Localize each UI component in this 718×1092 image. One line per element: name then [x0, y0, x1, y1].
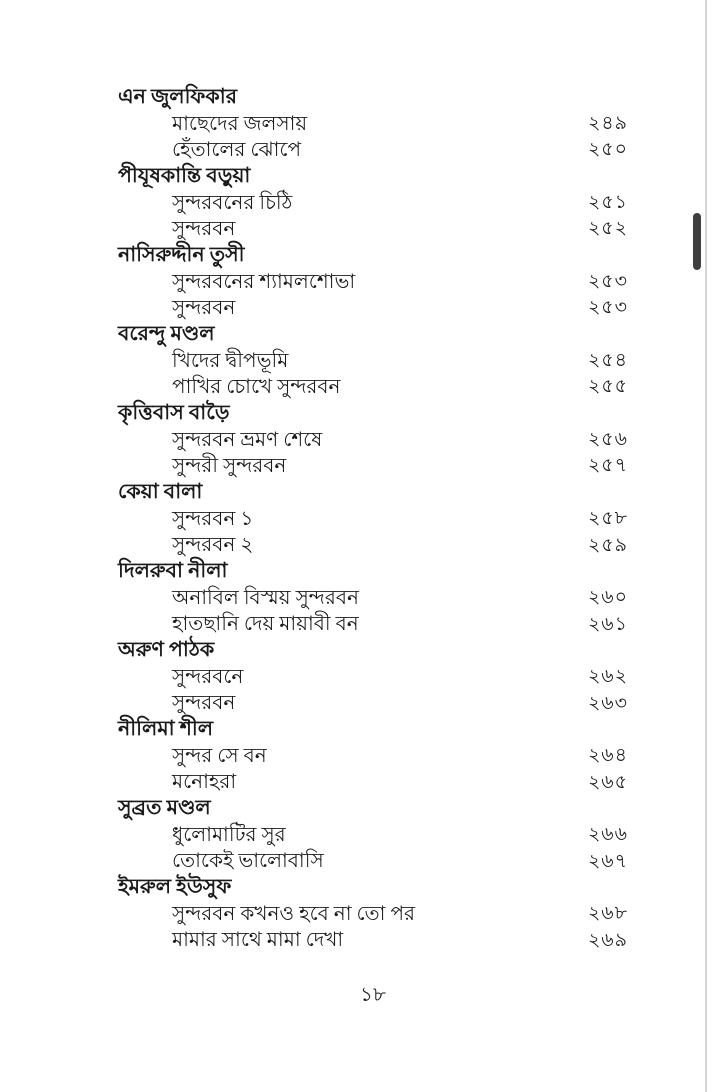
toc-entry: [118, 216, 628, 242]
work-page-number: ২৫৯: [587, 534, 628, 556]
work-page-number: ২৫১: [587, 192, 628, 214]
work-title: সুন্দরবন ১: [172, 507, 254, 530]
work-title: খিদের দ্বীপভূমি: [172, 349, 289, 372]
work-page-number: ২৫৭: [587, 455, 628, 477]
author-heading: সুব্রত মণ্ডল: [118, 797, 211, 820]
work-title: সুন্দরবন: [172, 692, 236, 715]
work-title: সুন্দরবন ২: [172, 534, 254, 557]
work-title: সুন্দরবনের শ্যামলশোভা: [172, 270, 356, 293]
work-page-number: ২৬৩: [587, 692, 628, 714]
toc-entry: [118, 347, 628, 373]
toc-entry: [118, 189, 628, 215]
scrollbar-thumb[interactable]: [693, 213, 701, 270]
work-page-number: ২৬০: [587, 587, 628, 609]
work-title: হাতছানি দেয় মায়াবী বন: [172, 613, 359, 636]
work-page-number: ২৫৩: [587, 297, 628, 319]
toc-entry: [118, 743, 628, 769]
toc-entry: [118, 453, 628, 479]
author-heading: এন জুলফিকার: [118, 85, 237, 108]
work-title: সুন্দরী সুন্দরবন: [172, 454, 287, 477]
toc-entry: [118, 901, 628, 927]
toc-entry: [118, 611, 628, 637]
author-heading: পীযূষকান্তি বড়ুয়া: [118, 164, 251, 187]
work-title: সুন্দরবন ভ্রমণ শেষে: [172, 428, 323, 451]
work-page-number: ২৬২: [587, 666, 628, 688]
work-title: মামার সাথে মামা দেখা: [172, 929, 344, 952]
work-page-number: ২৪৯: [587, 113, 628, 135]
work-page-number: ২৬৭: [587, 850, 628, 872]
toc-entry: [118, 295, 628, 321]
toc-entry: [118, 426, 628, 452]
footer-page-number: ১৮: [360, 984, 386, 1006]
toc-list: [118, 84, 628, 953]
work-page-number: ২৫৪: [587, 350, 628, 372]
toc-entry: [118, 137, 628, 163]
toc-entry: [118, 532, 628, 558]
author-heading: নাসিরুদ্দীন তুসী: [118, 243, 245, 266]
work-title: সুন্দরবন: [172, 217, 236, 240]
work-page-number: ২৬৬: [587, 824, 628, 846]
toc-entry: [118, 664, 628, 690]
author-heading: কেয়া বালা: [118, 481, 203, 504]
toc-entry: [118, 374, 628, 400]
author-heading: অরুণ পাঠক: [118, 639, 215, 662]
toc-entry: [118, 927, 628, 953]
toc-entry: [118, 822, 628, 848]
author-heading: নীলিমা শীল: [118, 718, 213, 741]
author-heading: দিলরুবা নীলা: [118, 560, 228, 583]
work-title: সুন্দরবনের চিঠি: [172, 191, 293, 214]
work-title: মাছেদের জলসায়: [172, 112, 308, 135]
work-page-number: ২৬৫: [587, 771, 628, 793]
work-title: সুন্দর সে বন: [172, 744, 267, 767]
toc-entry: [118, 690, 628, 716]
work-page-number: ২৫৩: [587, 271, 628, 293]
work-page-number: ২৫২: [587, 218, 628, 240]
scrollbar-track[interactable]: [705, 0, 707, 1092]
work-page-number: ২৬৮: [587, 903, 628, 925]
work-page-number: ২৬১: [587, 613, 628, 635]
work-title: সুন্দরবনে: [172, 665, 244, 688]
work-page-number: ২৫৮: [587, 508, 628, 530]
toc-entry: [118, 110, 628, 136]
work-page-number: ২৬৪: [587, 745, 628, 767]
work-title: অনাবিল বিস্ময় সুন্দরবন: [172, 586, 359, 609]
work-title: হেঁতালের ঝোপে: [172, 138, 302, 161]
toc-entry: [118, 848, 628, 874]
toc-entry: [118, 506, 628, 532]
toc-entry: [118, 585, 628, 611]
work-page-number: ২৫৬: [587, 429, 628, 451]
work-title: পাখির চোখে সুন্দরবন: [172, 375, 341, 398]
toc-entry: [118, 769, 628, 795]
work-title: ধুলোমাটির সুর: [172, 823, 286, 846]
work-page-number: ২৫০: [587, 139, 628, 161]
work-title: সুন্দরবন কখনও হবে না তো পর: [172, 902, 416, 925]
work-page-number: ২৬৯: [587, 929, 628, 951]
author-heading: বরেন্দু মণ্ডল: [118, 323, 215, 346]
toc-entry: [118, 268, 628, 294]
work-title: তোকেই ভালোবাসি: [172, 850, 324, 873]
work-title: মনোহরা: [172, 771, 237, 794]
work-page-number: ২৫৫: [587, 376, 628, 398]
author-heading: কৃত্তিবাস বাড়ৈ: [118, 402, 230, 425]
work-title: সুন্দরবন: [172, 296, 236, 319]
author-heading: ইমরুল ইউসুফ: [118, 876, 232, 899]
